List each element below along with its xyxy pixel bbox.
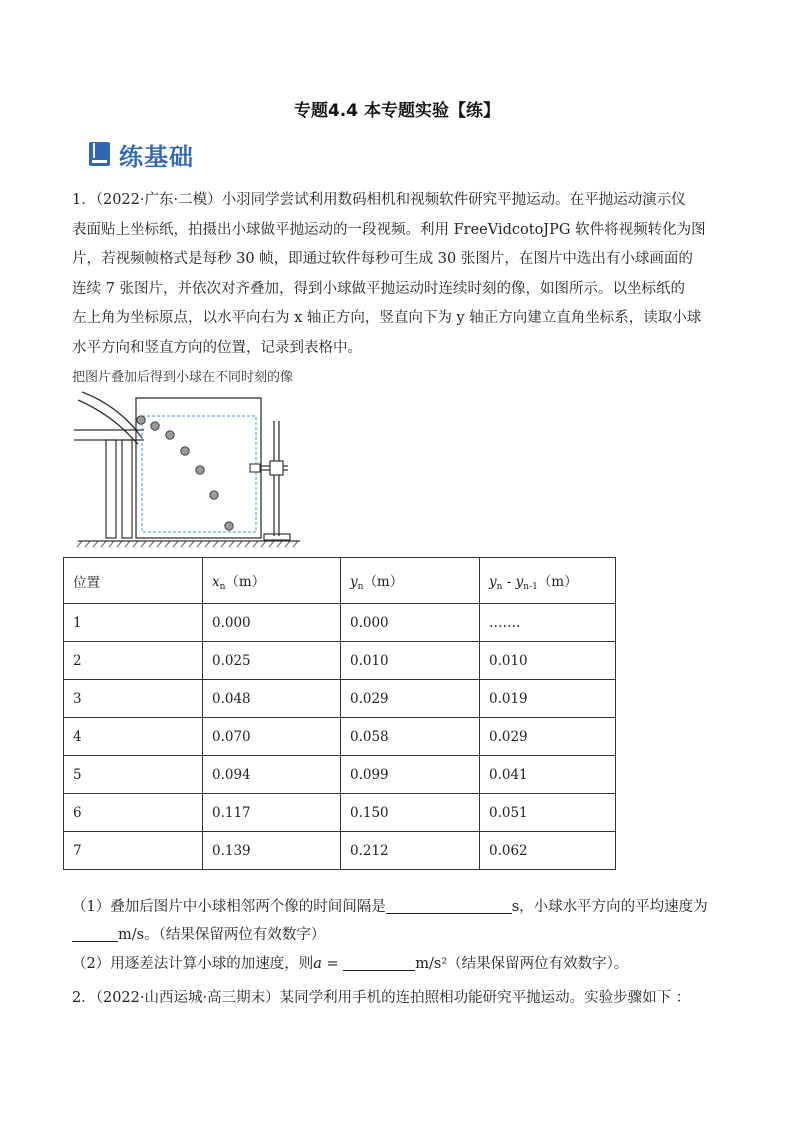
table-cell: 7 (64, 832, 203, 870)
page-title: 专题4.4 本专题实验【练】 (293, 101, 501, 121)
table-cell: 3 (64, 680, 203, 718)
table-cell: 0.048 (203, 680, 341, 718)
question-1: （1）叠加后图片中小球相邻两个像的时间间隔是 s，小球水平方向的平均速度为 m/s。（结果保留两位有效数字） (72, 893, 732, 949)
header-position: 位置 (64, 558, 203, 604)
table-row (64, 756, 616, 794)
table-cell: 0.139 (203, 832, 341, 870)
answer-blank-velocity[interactable] (72, 923, 118, 942)
table-cell: 0.010 (341, 642, 480, 680)
table-cell: 0.025 (203, 642, 341, 680)
ball-image (196, 466, 204, 474)
table-cell: 0.010 (480, 642, 616, 680)
table-cell: 0.099 (341, 756, 480, 794)
header-yn: $y_n(m)$ (341, 558, 480, 604)
table-cell: 0.117 (203, 794, 341, 832)
problem-2-text: 2．（2022·山西运城·高三期末）某同学利用手机的连拍照相功能研究平抛运动。实验步骤如下 ： (72, 990, 691, 1006)
table-cell: 0.058 (341, 718, 480, 756)
problem-1-line: 连续 7 张图片，并依次对齐叠加，得到小球做平抛运动时连续时刻的像，如图所示。以坐标纸的 (72, 280, 685, 297)
table-cell: 2 (64, 642, 203, 680)
problem-1-line: 水平方向和竖直方向的位置，记录到表格中。 (72, 339, 362, 356)
table-cell: 0.029 (480, 718, 616, 756)
ramp-track (82, 392, 142, 438)
section-label: 练基础 (119, 142, 194, 171)
ball-image (225, 522, 233, 530)
table-row (64, 642, 616, 680)
table-row (64, 832, 616, 870)
ball-image (151, 422, 159, 430)
table-row (64, 604, 616, 642)
ball-image (210, 491, 218, 499)
table-cell: 0.019 (480, 680, 616, 718)
problem-1-line: 片，若视频帧格式是每秒 30 帧，即通过软件每秒可生成 30 张图片，在图片中选出有小球画面的 (72, 251, 693, 267)
table-cell: 0.000 (203, 604, 341, 642)
section-header (88, 138, 194, 170)
table-cell: 0.051 (480, 794, 616, 832)
table-cell: 5 (64, 756, 203, 794)
table-cell: 0.212 (341, 832, 480, 870)
problem-1-line: 1．（2022·广东·二模）小羽同学尝试利用数码相机和视频软件研究平抛运动。在平抛运动演示仪 (72, 192, 686, 208)
table-cell: ……. (480, 604, 616, 642)
ball-image (137, 416, 145, 424)
header-dy: $y_n - y_{n-1}(m)$ (480, 558, 616, 604)
table-cell: 0.062 (480, 832, 616, 870)
table-row (64, 718, 616, 756)
position-table (63, 557, 616, 870)
table-cell: 6 (64, 794, 203, 832)
table-cell: 0.000 (341, 604, 480, 642)
projectile-apparatus-figure (74, 386, 304, 551)
answer-blank-interval[interactable] (386, 895, 512, 914)
table-header-row (64, 558, 616, 604)
table-row (64, 794, 616, 832)
problem-1-text (72, 186, 722, 363)
problem-1-line: 表面贴上坐标纸，拍摄出小球做平抛运动的一段视频。利用 FreeVidcotoJPG 软件将视频转化为图 (72, 221, 706, 238)
table-cell: 4 (64, 718, 203, 756)
ball-image (181, 447, 189, 455)
figure-caption: 把图片叠加后得到小球在不同时刻的像 (72, 370, 294, 385)
table-cell: 0.150 (341, 794, 480, 832)
question-2: （2）用逐差法计算小球的加速度，则a = m/s²（结果保留两位有效数字）。 (72, 950, 732, 978)
table-row (64, 680, 616, 718)
table-cell: 0.094 (203, 756, 341, 794)
problem-1-line: 左上角为坐标原点，以水平向右为 x 轴正方向，竖直向下为 y 轴正方向建立直角坐标系，读取小球 (72, 310, 702, 326)
table-cell: 0.070 (203, 718, 341, 756)
header-xn: $x_n(m)$ (203, 558, 341, 604)
answer-blank-acceleration[interactable] (343, 952, 415, 971)
ball-image (166, 431, 174, 439)
book-icon (88, 141, 112, 167)
table-cell: 0.029 (341, 680, 480, 718)
table-cell: 0.041 (480, 756, 616, 794)
table-cell: 1 (64, 604, 203, 642)
